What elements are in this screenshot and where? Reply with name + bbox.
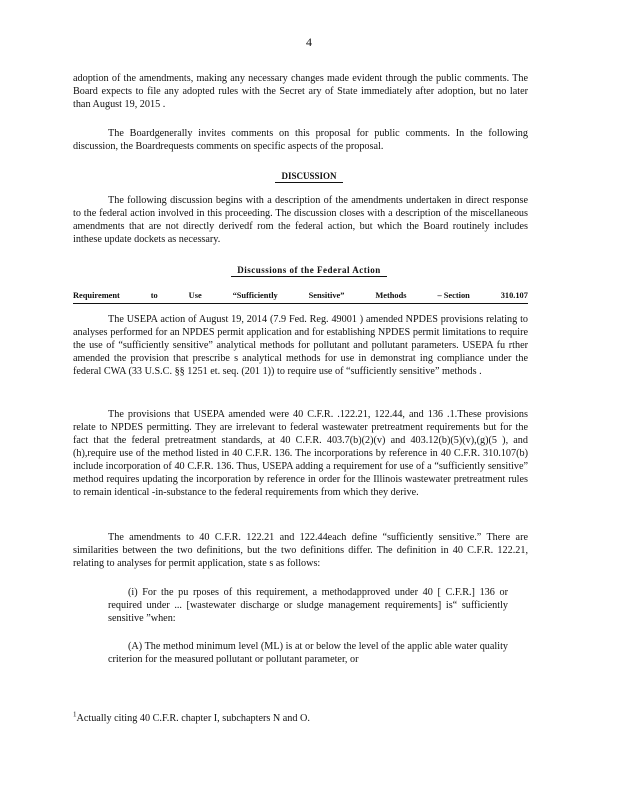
paragraph-discussion-intro: The following discussion begins with a description of the amendments undertaken in direct response to the federal action involved in this proceeding. The discussion closes with a description of the miscellaneous amendments that are not directly derivedf rom the federal action, but which the Board routinely includes inthese update dockets as necessary. xyxy=(73,195,528,245)
subheading-sufficiently-sensitive xyxy=(73,289,528,304)
footnote-text: Actually citing 40 C.F.R. chapter I, subchapters N and O. xyxy=(76,713,310,724)
subheading-word: 310.107 xyxy=(500,291,528,300)
quote-method-minimum-level: (A) The method minimum level (ML) is at or below the level of the applic able water quality criterion for the measured pollutant or pollutant parameter, or xyxy=(108,641,508,665)
subheading-word: to xyxy=(150,291,158,300)
heading-discussion-text: DISCUSSION xyxy=(275,171,342,183)
subheading-word: Requirement xyxy=(73,291,120,300)
subheading-word: – Section xyxy=(437,291,470,300)
heading-federal-action-text: Discussions of the Federal Action xyxy=(231,265,387,277)
subheading-word: “Sufficiently xyxy=(232,291,278,300)
heading-discussion xyxy=(0,170,618,183)
paragraph-comments: The Boardgenerally invites comments on this proposal for public comments. In the following discussion, the Boardrequests comments on specific aspects of the proposal. xyxy=(73,128,528,152)
subheading-word: Sensitive” xyxy=(308,291,345,300)
paragraph-amendments: The amendments to 40 C.F.R. 122.21 and 122.44each define “sufficiently sensitive.” There are similarities between the two definitions, but the two definitions differ. The definition in 40 C.F.R. 122.21, relating to analyses for permit application, state s as follows: xyxy=(73,532,528,569)
footnote-mark: 1 xyxy=(73,710,77,719)
paragraph-adoption: adoption of the amendments, making any necessary changes made evident through the public comments. The Board expects to file any adopted rules with the Secret ary of State immediately after adoption, but no later than August 19, 2015 . xyxy=(73,73,528,110)
quote-sufficiently-sensitive: (i) For the pu rposes of this requirement, a methodapproved under 40 [ C.F.R.] 136 or required under ... [wastewater discharge or sludge management requirements] is“ sufficiently sensitive ”when: xyxy=(108,587,508,624)
page-number: 4 xyxy=(306,35,312,49)
footnote xyxy=(73,712,310,725)
paragraph-usepa-action: The USEPA action of August 19, 2014 (7.9 Fed. Reg. 49001 ) amended NPDES provisions relating to analyses performed for an NPDES permit application and for establishing NPDES permit limitations to require the use of “sufficiently sensitive” analytical methods for pollutant and pollutant parameters. USEPA fu rther amended the provision that prescribe s analytical methods for use in demonstrat ing compliance under the federal CWA (33 U.S.C. §§ 1251 et. seq. (201 1)) to require use of “sufficiently sensitive” methods . xyxy=(73,314,528,377)
heading-federal-action xyxy=(0,264,618,277)
subheading-word: Methods xyxy=(375,291,407,300)
subheading-word: Use xyxy=(188,291,202,300)
paragraph-provisions: The provisions that USEPA amended were 40 C.F.R. .122.21, 122.44, and 136 .1.These provisions relate to NPDES permitting. They are irrelevant to federal wastewater pretreatment requirements but for the fact that the federal pretreatment standards, at 40 C.F.R. 403.7(b)(2)(v) and 403.12(b)(5)(v),(g)(5 ), and (h),require use of the method listed in 40 C.F.R. 136. The incorporations by reference in 40 C.F.R. 310.107(b) include incorporation of 40 C.F.R. 136. Thus, USEPA adding a requirement for use of a “sufficiently sensitive” method requires updating the incorporation by reference in order for the Illinois wastewater pretreatment rules to remain identical -in-substance to the federal requirements from which they derive. xyxy=(73,409,528,498)
